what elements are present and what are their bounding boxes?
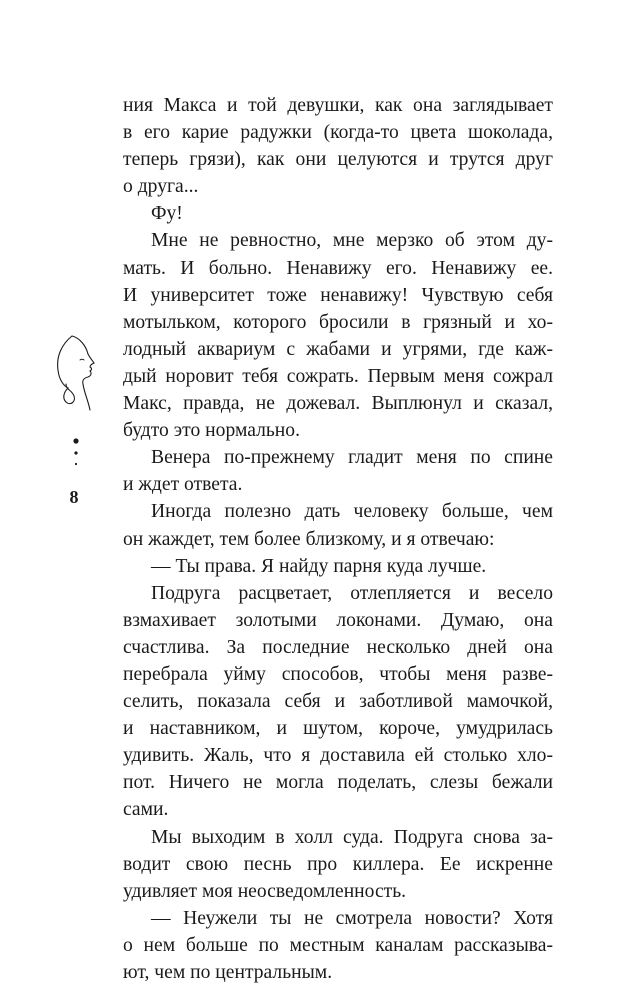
body-text: [123, 92, 553, 986]
text-line: дый норовит тебя сожрать. Первым меня сожрал: [123, 365, 553, 387]
text-line: взмахивает золотыми локонами. Думаю, она: [123, 609, 553, 631]
text-line: о друга...: [123, 176, 199, 198]
text-line: лодный аквариум с жабами и угрями, где каж-: [123, 338, 553, 360]
text-line: И университет тоже ненавижу! Чувствую себя: [123, 284, 553, 306]
text-line: мать. И больно. Ненавижу его. Ненавижу ее.: [123, 257, 553, 279]
text-line: в его карие радужки (когда-то цвета шоколада,: [123, 122, 553, 144]
text-line: — Неужели ты не смотрела новости? Хотя: [151, 907, 553, 929]
text-line: Иногда полезно дать человеку больше, чем: [151, 501, 553, 523]
text-line: мотыльком, которого бросили в грязный и хо-: [123, 311, 553, 333]
text-line: он жаждет, тем более близкому, и я отвечаю:: [123, 528, 495, 550]
text-line: ют, чем по центральным.: [123, 962, 333, 983]
text-line: перебрала уйму способов, чтобы меня разве-: [123, 663, 553, 685]
text-line: и ждет ответа.: [123, 474, 243, 496]
page-number: 8: [69, 487, 79, 507]
text-line: Венера по-прежнему гладит меня по спине: [151, 447, 553, 469]
text-line: Фу!: [151, 203, 183, 225]
text-line: — Ты права. Я найду парня куда лучше.: [151, 555, 487, 577]
text-line: селить, показала себя и заботливой мамочкой,: [123, 691, 553, 713]
woman-profile-line-art-icon: [50, 330, 110, 420]
text-line: удивить. Жаль, что я доставила ей столько хло-: [123, 745, 553, 767]
vertical-dots-icon: [71, 438, 81, 470]
text-line: Мы выходим в холл суда. Подруга снова за-: [151, 826, 553, 848]
text-line: теперь грязи), как они целуются и трутся друг: [123, 149, 553, 171]
text-line: водит свою песнь про киллера. Ее искренне: [123, 853, 553, 875]
text-line: и наставником, и шутом, короче, умудрилась: [123, 718, 553, 740]
text-line: ния Макса и той девушки, как она заглядывает: [123, 95, 553, 116]
text-line: Мне не ревностно, мне мерзко об этом ду-: [151, 230, 553, 252]
text-line: о нем больше по местным каналам рассказыва-: [123, 934, 553, 956]
text-line: счастлива. За последние несколько дней она: [123, 636, 553, 658]
text-line: удивляет моя неосведомленность.: [123, 880, 407, 902]
text-line: Подруга расцветает, отлепляется и весело: [151, 582, 553, 604]
text-line: Макс, правда, не дожевал. Выплюнул и сказал,: [123, 393, 553, 415]
text-line: сами.: [123, 799, 169, 821]
text-line: пот. Ничего не могла поделать, слезы бежали: [123, 772, 553, 794]
text-line: будто это нормально.: [123, 420, 300, 442]
